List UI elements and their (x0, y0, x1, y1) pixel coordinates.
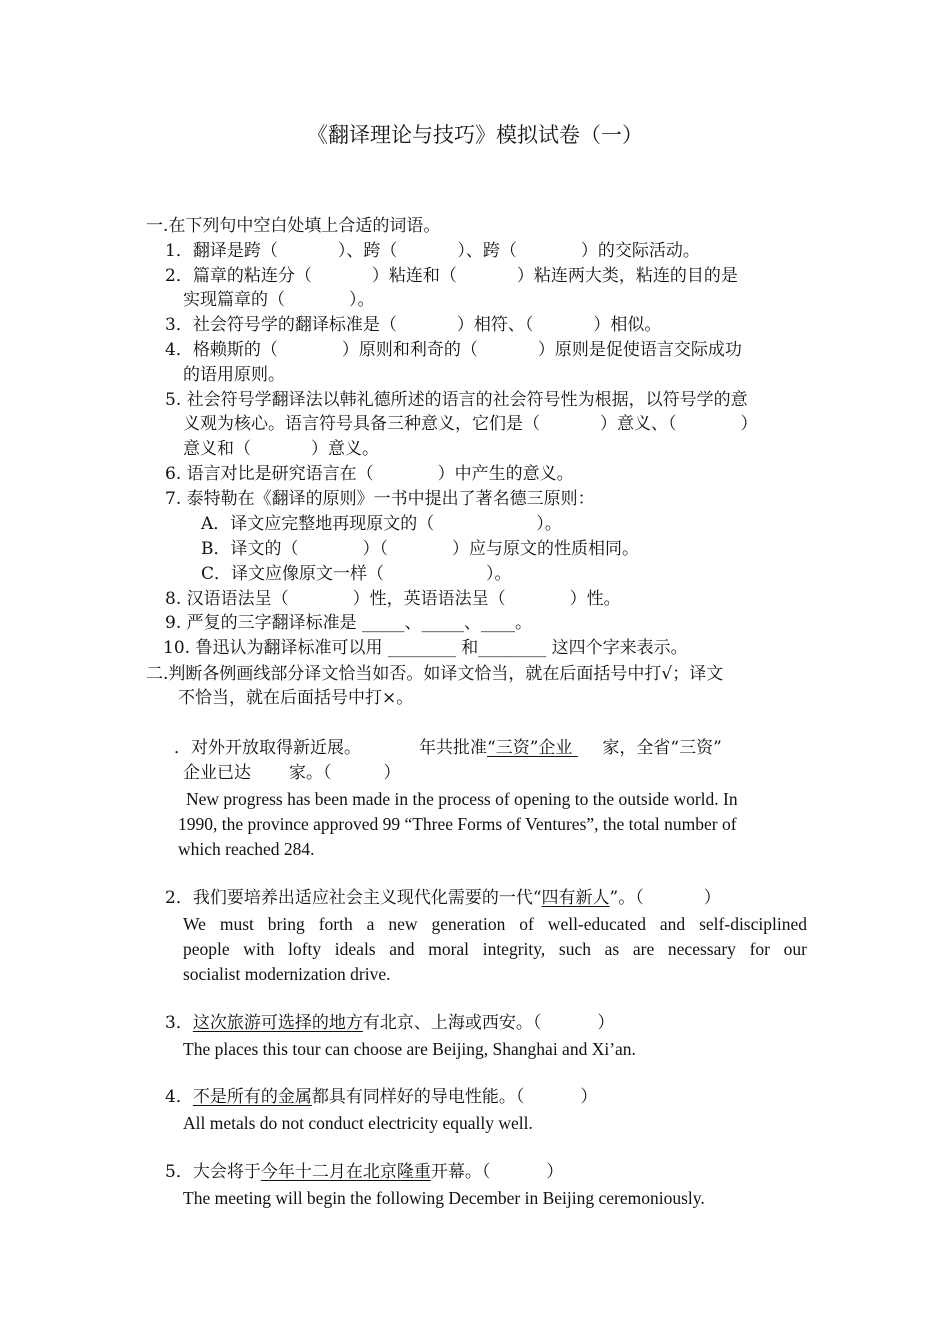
item-1-english-line-3: which reached 284. (178, 839, 315, 859)
item-2-english-line-2: people with lofty ideals and moral integrity, such as are necessary for our (183, 939, 807, 959)
question-5-cont-2: 意义和（ ）意义。 (183, 439, 379, 459)
question-6: 6. 语言对比是研究语言在（ ）中产生的意义。 (165, 464, 574, 484)
section-heading-text: 判断各例画线部分译文恰当如否。如译文恰当，就在后面括号中打√；译文 (168, 664, 724, 684)
underlined-phrase: 今年十二月在北京隆重 (260, 1162, 431, 1182)
underlined-phrase: 不是所有的金属 (192, 1087, 312, 1107)
underlined-phrase: 这次旅游可选择的地方 (192, 1013, 363, 1033)
question-4-cont: 的语用原则。 (183, 365, 285, 385)
section-number: 二. (146, 664, 169, 684)
question-7: 7. 泰特勒在《翻译的原则》一书中提出了著名德三原则： (165, 489, 595, 509)
item-1-english-line-1: New progress has been made in the process of opening to the outside world. In (186, 789, 738, 809)
item-2-chinese: 2．我们要培养出适应社会主义现代化需要的一代“四有新人”。（ ） (165, 888, 721, 908)
item-3-chinese: 3．这次旅游可选择的地方有北京、上海或西安。（ ） (165, 1013, 615, 1033)
question-1: 1．翻译是跨（ ）、跨（ ）、跨（ ）的交际活动。 (165, 241, 700, 261)
item-1-chinese: ．对外开放取得新近展。 年共批准“三资”企业 家，全省“三资” (174, 738, 722, 758)
question-9: 9. 严复的三字翻译标准是 _____、_____、____。 (165, 613, 533, 633)
question-7-option-c: C．译文应像原文一样（ ）。 (201, 564, 512, 584)
question-8: 8. 汉语语法呈（ ）性，英语语法呈（ ）性。 (165, 589, 621, 609)
item-1-chinese-cont: 企业已达 家。（ ） (183, 763, 401, 783)
item-2-english-line-3: socialist modernization drive. (183, 964, 391, 984)
item-2-english-line-1: We must bring forth a new generation of well-educated and self-disciplined (183, 914, 807, 934)
question-7-option-a: A．译文应完整地再现原文的（ ）。 (201, 514, 562, 534)
question-3: 3．社会符号学的翻译标准是（ ）相符、（ ）相似。 (165, 315, 662, 335)
item-3-english: The places this tour can choose are Beijing, Shanghai and Xi’an. (183, 1039, 636, 1059)
underlined-phrase: 四有新人 (541, 888, 610, 908)
section-number: 一. (146, 216, 169, 236)
item-1-english-line-2: 1990, the province approved 99 “Three Forms of Ventures”, the total number of (178, 814, 737, 834)
question-5-cont-1: 义观为核心。语言符号具备三种意义，它们是（ ）意义、（ ） (183, 414, 758, 434)
question-4: 4．格赖斯的（ ）原则和利奇的（ ）原则是促使语言交际成功 (165, 340, 742, 360)
question-5: 5. 社会符号学翻译法以韩礼德所述的语言的社会符号性为根据，以符号学的意 (165, 390, 748, 410)
item-5-english: The meeting will begin the following December in Beijing ceremoniously. (183, 1188, 705, 1208)
section-2-heading-cont: 不恰当，就在后面括号中打×。 (178, 688, 414, 708)
section-1-heading (146, 214, 440, 238)
question-2-cont: 实现篇章的（ ）。 (183, 290, 375, 310)
exam-title: 《翻译理论与技巧》模拟试卷（一） (307, 123, 643, 147)
item-4-chinese: 4．不是所有的金属都具有同样好的导电性能。（ ） (165, 1087, 598, 1107)
item-4-english: All metals do not conduct electricity equally well. (183, 1113, 533, 1133)
question-2: 2．篇章的粘连分（ ）粘连和（ ）粘连两大类，粘连的目的是 (165, 266, 738, 286)
underlined-phrase: “三资”企业 (487, 738, 573, 758)
question-10: 10. 鲁迅认为翻译标准可以用 ________ 和________ 这四个字来表示。 (163, 638, 688, 658)
item-5-chinese: 5．大会将于今年十二月在北京隆重开幕。（ ） (165, 1162, 564, 1182)
section-2-heading (146, 662, 723, 686)
question-7-option-b: B．译文的（ ）（ ）应与原文的性质相同。 (201, 539, 639, 559)
section-heading-text: 在下列句中空白处填上合适的词语。 (168, 216, 441, 236)
